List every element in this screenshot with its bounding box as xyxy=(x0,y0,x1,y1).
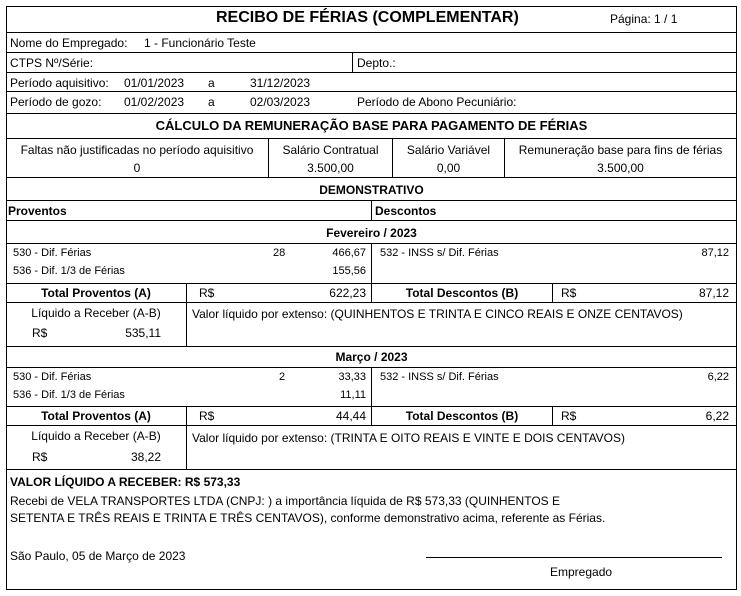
faltas-value: 0 xyxy=(133,161,141,175)
currency: R$ xyxy=(32,326,48,340)
total-proventos-value: 44,44 xyxy=(335,409,366,423)
currency: R$ xyxy=(199,286,215,300)
currency: R$ xyxy=(561,409,577,423)
currency: R$ xyxy=(561,286,577,300)
recebi-line-2: SETENTA E TRÊS REAIS E TRINTA E TRÊS CENTAVOS), conforme demonstrativo acima, referente as Férias. xyxy=(10,511,606,525)
abono-label: Período de Abono Pecuniário: xyxy=(357,95,517,109)
provento-desc: 530 - Dif. Férias xyxy=(13,247,92,259)
provento-qty: 28 xyxy=(273,247,286,259)
gozo-end: 02/03/2023 xyxy=(250,95,311,109)
calc-title: CÁLCULO DA REMUNERAÇÃO BASE PARA PAGAMENTO DE FÉRIAS xyxy=(155,118,588,133)
base-value: 3.500,00 xyxy=(597,161,644,175)
proventos-header: Proventos xyxy=(8,204,67,218)
provento-value: 33,33 xyxy=(338,371,366,383)
desconto-desc: 532 - INSS s/ Dif. Férias xyxy=(380,247,499,259)
page-number: Página: 1 / 1 xyxy=(610,12,678,26)
currency: R$ xyxy=(199,409,215,423)
total-descontos-label: Total Descontos (B) xyxy=(405,409,519,423)
provento-desc: 530 - Dif. Férias xyxy=(13,371,92,383)
recebi-line-1: Recebi de VELA TRANSPORTES LTDA (CNPJ: ) a importância líquida de R$ 573,33 (QUINHENTOS E xyxy=(10,494,561,508)
signature-line xyxy=(426,557,722,558)
descontos-header: Descontos xyxy=(375,204,437,218)
aquisitivo-end: 31/12/2023 xyxy=(250,76,311,90)
depto-label: Depto.: xyxy=(357,56,396,70)
currency: R$ xyxy=(32,450,48,464)
document-title: RECIBO DE FÉRIAS (COMPLEMENTAR) xyxy=(216,9,519,26)
employee-name-label: Nome do Empregado: xyxy=(10,36,128,50)
provento-desc: 536 - Dif. 1/3 de Férias xyxy=(13,389,125,401)
liquido-value: 38,22 xyxy=(130,450,161,464)
employee-name: 1 - Funcionário Teste xyxy=(144,36,256,50)
provento-value: 155,56 xyxy=(332,265,366,277)
desconto-value: 87,12 xyxy=(701,247,729,259)
aquisitivo-start: 01/01/2023 xyxy=(124,76,185,90)
gozo-a: a xyxy=(208,95,215,109)
base-label: Remuneração base para fins de férias xyxy=(518,143,723,157)
place-date: São Paulo, 05 de Março de 2023 xyxy=(10,549,186,563)
liquido-label: Líquido a Receber (A-B) xyxy=(31,306,161,320)
month-title: Fevereiro / 2023 xyxy=(326,226,417,240)
total-descontos-value: 6,22 xyxy=(705,409,729,423)
total-liquido: VALOR LÍQUIDO A RECEBER: R$ 573,33 xyxy=(10,475,241,489)
provento-value: 11,11 xyxy=(340,389,366,401)
variavel-label: Salário Variável xyxy=(406,143,491,157)
total-descontos-label: Total Descontos (B) xyxy=(405,286,519,300)
variavel-value: 0,00 xyxy=(436,161,461,175)
month-title: Março / 2023 xyxy=(335,350,408,364)
faltas-label: Faltas não justificadas no período aquisitivo xyxy=(20,143,254,157)
liquido-value: 535,11 xyxy=(125,326,161,340)
contratual-value: 3.500,00 xyxy=(307,161,354,175)
total-proventos-value: 622,23 xyxy=(329,286,366,300)
provento-desc: 536 - Dif. 1/3 de Férias xyxy=(13,265,125,277)
aquisitivo-a: a xyxy=(208,76,215,90)
extenso-text: Valor líquido por extenso: (TRINTA E OITO REAIS E VINTE E DOIS CENTAVOS) xyxy=(192,431,626,445)
contratual-label: Salário Contratual xyxy=(282,143,379,157)
extenso-text: Valor líquido por extenso: (QUINHENTOS E TRINTA E CINCO REAIS E ONZE CENTAVOS) xyxy=(192,307,683,321)
gozo-label: Período de gozo: xyxy=(10,95,102,109)
signature-label: Empregado xyxy=(550,565,613,579)
aquisitivo-label: Período aquisitivo: xyxy=(10,76,109,90)
total-proventos-label: Total Proventos (A) xyxy=(41,286,151,300)
desconto-value: 6,22 xyxy=(707,371,729,383)
total-descontos-value: 87,12 xyxy=(698,286,729,300)
demo-title: DEMONSTRATIVO xyxy=(319,183,424,197)
desconto-desc: 532 - INSS s/ Dif. Férias xyxy=(380,371,499,383)
liquido-label: Líquido a Receber (A-B) xyxy=(31,429,161,443)
provento-value: 466,67 xyxy=(332,247,366,259)
gozo-start: 01/02/2023 xyxy=(124,95,185,109)
provento-qty: 2 xyxy=(279,371,286,383)
ctps-label: CTPS Nº/Série: xyxy=(10,56,94,70)
total-proventos-label: Total Proventos (A) xyxy=(41,409,151,423)
